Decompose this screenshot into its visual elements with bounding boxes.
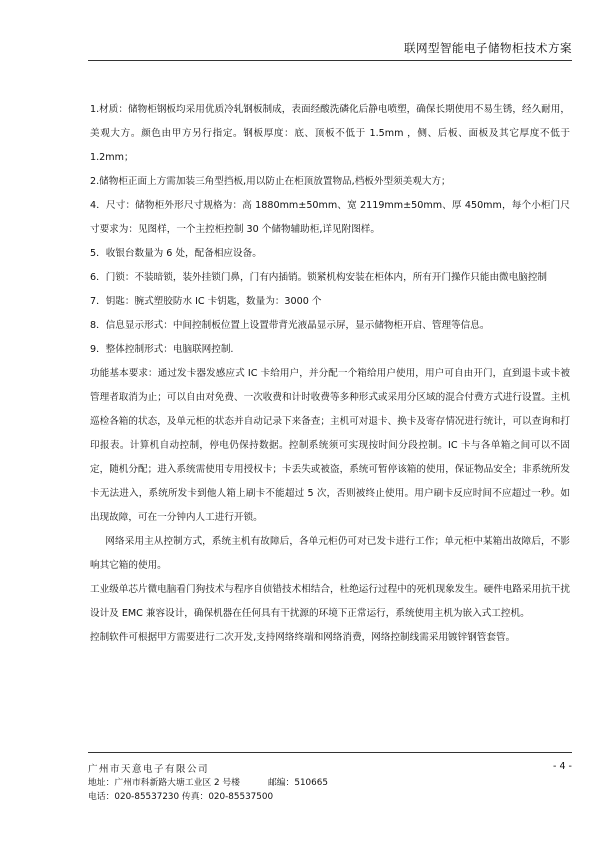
- footer-phone: 电话：020-85537230 传真：020-85537500: [88, 792, 274, 802]
- footer-address-line: [88, 775, 328, 788]
- paragraph-size: 4．尺寸：储物柜外形尺寸规格为：高 1880mm±50mm、宽 2119mm±50mm、厚 450mm，每个小柜门尺寸要求为：见图样，一个主控柜控制 30 个储物辅助柜,详见附图样。: [90, 200, 570, 235]
- document-title: 联网型智能电子储物柜技术方案: [404, 41, 572, 55]
- footer-address: 地址：广州市科新路大塘工业区 2 号楼: [88, 778, 240, 788]
- paragraph-network: 网络采用主从控制方式，系统主机有故障后，各单元柜仍可对已发卡进行工作；单元柜中某箱出故障后，不影响其它箱的使用。: [90, 536, 570, 571]
- paragraph-lock: 6．门锁：不装暗锁，装外挂锁门鼻，门有内插销。锁紧机构安装在柜体内，所有开门操作只能由微电脑控制: [90, 272, 548, 283]
- paragraph-software: 控制软件可根据甲方需要进行二次开发,支持网络终端和网络消费，网络控制线需采用镀锌钢管套管。: [90, 632, 516, 643]
- paragraph-key: 7．钥匙：腕式塑胶防水 IC 卡钥匙，数量为：3000 个: [90, 296, 322, 307]
- paragraph-material: 1.材质：储物柜钢板均采用优质冷轧钢板制成，表面经酸洗磷化后静电喷塑，确保长期使用不易生锈，经久耐用，美观大方。颜色由甲方另行指定。钢板厚度：底、顶板不低于 1.5mm ，侧、后板、面板及其它厚度不低于 1.2mm；: [90, 104, 570, 163]
- paragraph-control: 9．整体控制形式：电脑联网控制.: [90, 344, 234, 355]
- footer-company: 广州市天意电子有限公司: [88, 764, 210, 775]
- footer-postcode: 邮编：510665: [267, 778, 328, 788]
- paragraph-baffle: 2.储物柜正面上方需加装三角型挡板,用以防止在柜顶放置物品,档板外型须美观大方；: [90, 176, 451, 187]
- paragraph-cashier: 5．收银台数量为 6 处，配备相应设备。: [90, 248, 262, 259]
- page-header: [88, 38, 572, 61]
- document-body: [90, 98, 570, 650]
- paragraph-functions: 功能基本要求：通过发卡器发感应式 IC 卡给用户，并分配一个箱给用户使用，用户可自由开门，直到退卡或卡被管理者取消为止；可以自由对免费、一次收费和计时收费等多种形式或采用分区域的混合付费方式进行设置。主机巡检各箱的状态，及单元柜的状态并自动记录下来备查；主机可对退卡、换卡及寄存情况进行统计，可以查询和打印报表。计算机自动控制，停电仍保持数据。控制系统须可实现按时间分段控制。IC 卡与各单箱之间可以不固定，随机分配；进入系统需使用专用授权卡；卡丢失或被盗，系统可暂停该箱的使用，保证物品安全；非系统所发卡无法进入，系统所发卡到他人箱上刷卡不能超过 5 次，否则被终止使用。用户刷卡反应时间不应超过一秒。如出现故障，可在一分钟内人工进行开锁。: [90, 368, 570, 523]
- page-footer: [88, 752, 572, 802]
- page-number: - 4 -: [553, 761, 572, 772]
- paragraph-display: 8．信息显示形式：中间控制板位置上设置带背光液晶显示屏，显示储物柜开启、管理等信息。: [90, 320, 490, 331]
- paragraph-hardware: 工业级单芯片微电脑看门狗技术与程序自侦错技术相结合，杜绝运行过程中的死机现象发生。硬件电路采用抗干扰设计及 EMC 兼容设计，确保机器在任何具有干扰源的环境下正常运行，系统使用主机为嵌入式工控机。: [90, 584, 570, 619]
